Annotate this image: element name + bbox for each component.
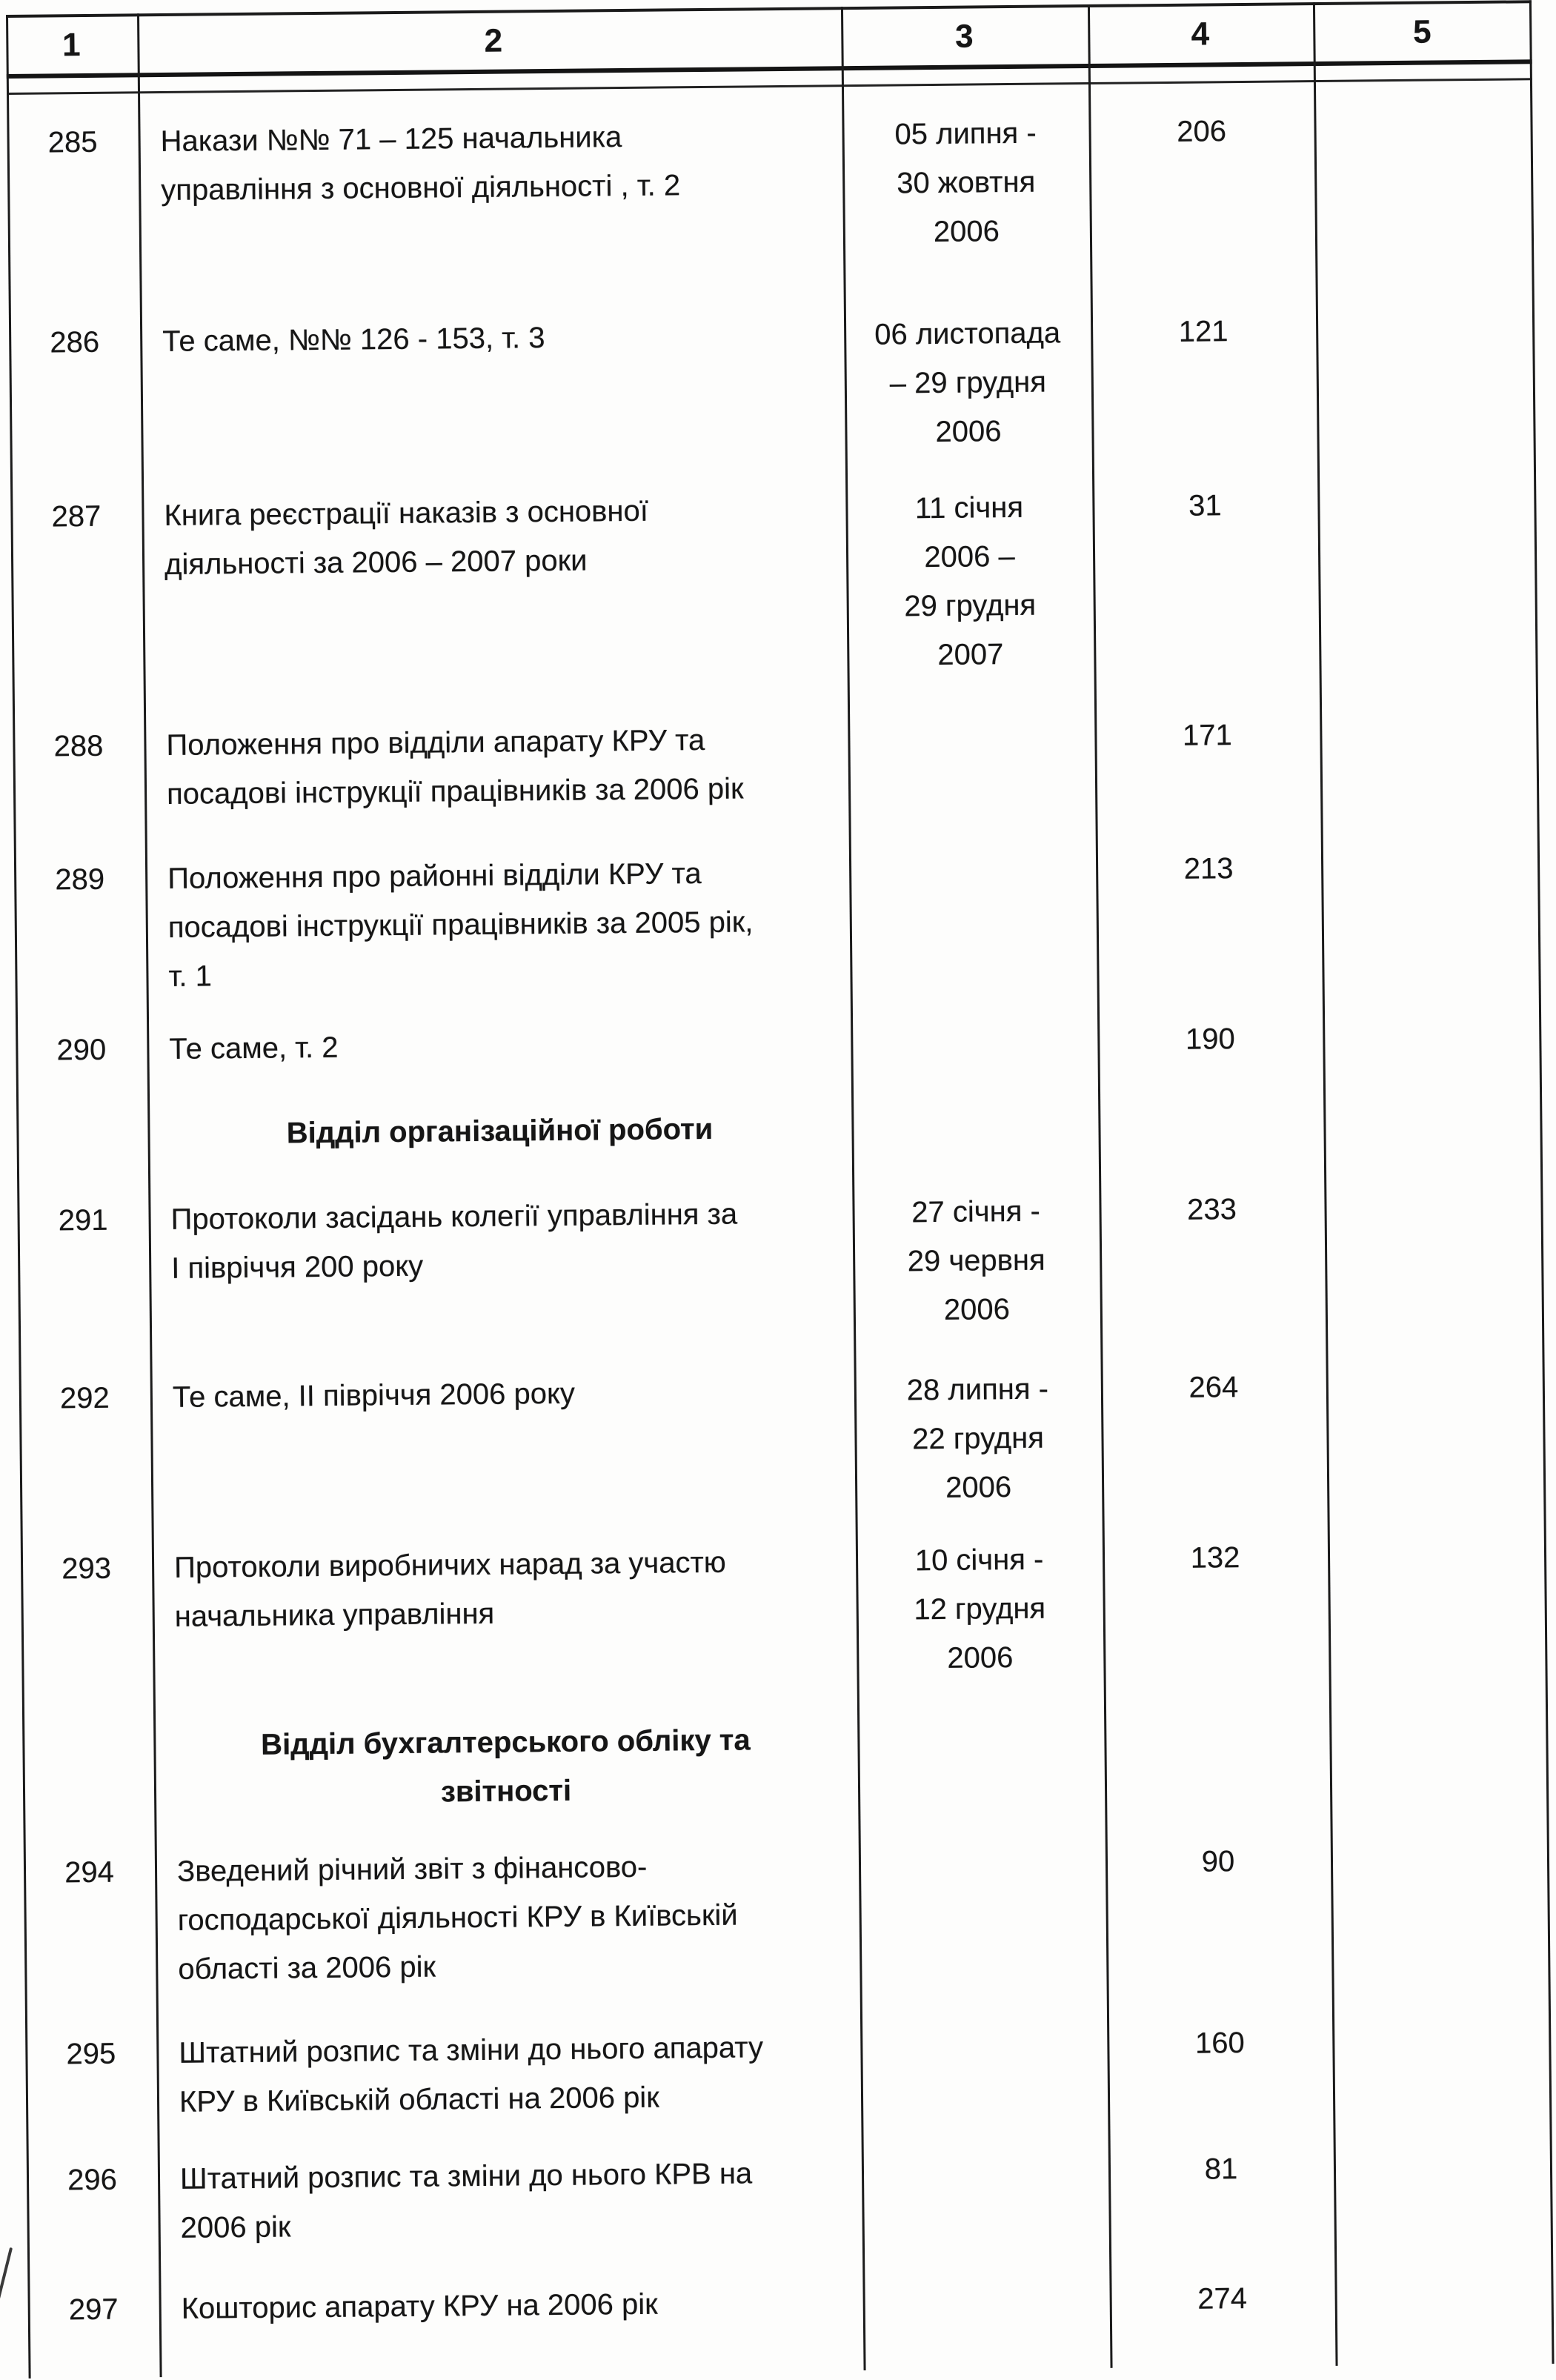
sheet-count-cell: 31: [1188, 489, 1222, 522]
dates-cell: 27 січня - 29 червня 2006: [907, 1194, 1045, 1326]
row-number-cell: 297: [68, 2293, 119, 2327]
table-row: [25, 2015, 1552, 2156]
row-number-cell: 290: [56, 1033, 107, 1067]
row-number-cell: 285: [47, 125, 98, 159]
row-number-cell: 289: [55, 862, 105, 897]
table-row: [14, 841, 1541, 1026]
column-header-4: 4: [1191, 16, 1211, 53]
title-cell: Зведений річний звіт з фінансово- господарської діяльності КРУ в Київській області за 2006 рік: [176, 1850, 738, 1986]
column-header-3: 3: [954, 18, 974, 55]
table-row: [7, 80, 1535, 319]
title-cell: Те саме, т. 2: [169, 1031, 339, 1066]
title-cell: Кошторис апарату КРУ на 2006 рік: [181, 2287, 658, 2325]
dates-cell: 05 липня - 30 жовтня 2006: [894, 116, 1037, 248]
table-row: [21, 1530, 1548, 1723]
sheet-count-cell: 274: [1197, 2282, 1248, 2316]
title-cell: Те саме, №№ 126 - 153, т. 3: [162, 322, 545, 358]
sheet-count-cell: 264: [1188, 1371, 1239, 1404]
column-header-5: 5: [1412, 13, 1432, 50]
row-number-cell: 295: [66, 2037, 116, 2071]
table-row: [9, 304, 1536, 493]
inventory-table: [6, 0, 1555, 2379]
table-row: [19, 1360, 1546, 1545]
row-number-cell: 288: [53, 729, 104, 763]
dates-cell: 06 листопада – 29 грудня 2006: [874, 316, 1061, 448]
sheet-count-cell: 190: [1185, 1023, 1235, 1056]
sheet-count-cell: 160: [1194, 2027, 1245, 2060]
dates-cell: 28 липня - 22 грудня 2006: [906, 1372, 1049, 1504]
sheet-count-cell: 206: [1177, 115, 1227, 148]
title-cell: Штатний розпис та зміни до нього КРВ на 2006 рік: [179, 2157, 753, 2244]
table-row: [17, 1182, 1544, 1375]
column-header-2: 2: [484, 22, 504, 59]
dates-cell: 10 січня - 12 грудня 2006: [914, 1543, 1046, 1675]
sheet-count-cell: 233: [1186, 1193, 1237, 1226]
title-cell: Відділ бухгалтерського обліку та звітності: [260, 1723, 751, 1809]
row-number-cell: 292: [59, 1381, 110, 1415]
sheet-count-cell: 81: [1204, 2153, 1238, 2186]
row-number-cell: 286: [50, 325, 100, 359]
title-cell: Положення про відділи апарату КРУ та посадові інструкції працівників за 2006 рік: [166, 723, 744, 811]
table-row: [16, 1011, 1542, 1111]
row-number-cell: 296: [67, 2163, 118, 2197]
title-cell: Протоколи виробничих нарад за участю начальника управління: [173, 1546, 727, 1633]
title-cell: Протоколи засідань колегії управління за І півріччя 200 року: [170, 1197, 738, 1285]
title-cell: Те саме, ІІ півріччя 2006 року: [172, 1377, 576, 1414]
table-row: [22, 1708, 1549, 1849]
row-number-cell: 291: [58, 1203, 108, 1237]
note-cell: [1314, 104, 1532, 106]
table-row: [13, 708, 1540, 856]
sheet-count-cell: 90: [1201, 1845, 1235, 1878]
row-number-cell: 294: [64, 1855, 115, 1889]
sheet-count-cell: 171: [1182, 719, 1232, 752]
table-row: [27, 2141, 1554, 2286]
column-header-1: 1: [61, 27, 82, 64]
handwritten-mark: [0, 2247, 13, 2314]
table-row: [16, 1097, 1543, 1197]
table-row: [10, 478, 1538, 722]
row-number-cell: 287: [51, 499, 102, 533]
sheet-count-cell: 213: [1183, 852, 1234, 885]
sheet-count-cell: 121: [1178, 315, 1228, 348]
table-row: [24, 1834, 1551, 2030]
dates-cell: 11 січня 2006 – 29 грудня 2007: [904, 491, 1037, 671]
table-row: [27, 2271, 1555, 2380]
title-cell: Положення про районні відділи КРУ та посадові інструкції працівників за 2005 рік, т. 1: [167, 857, 754, 993]
title-cell: Штатний розпис та зміни до нього апарату КРУ в Київській області на 2006 рік: [179, 2031, 764, 2118]
title-cell: Відділ організаційної роботи: [286, 1112, 714, 1150]
title-cell: Книга реєстрації наказів з основної діяльності за 2006 – 2007 роки: [164, 494, 649, 581]
title-cell: Накази №№ 71 – 125 начальника управління з основної діяльності , т. 2: [160, 121, 681, 207]
table-body: [7, 80, 1555, 2380]
row-number-cell: 293: [61, 1552, 112, 1586]
sheet-count-cell: 132: [1190, 1541, 1240, 1575]
